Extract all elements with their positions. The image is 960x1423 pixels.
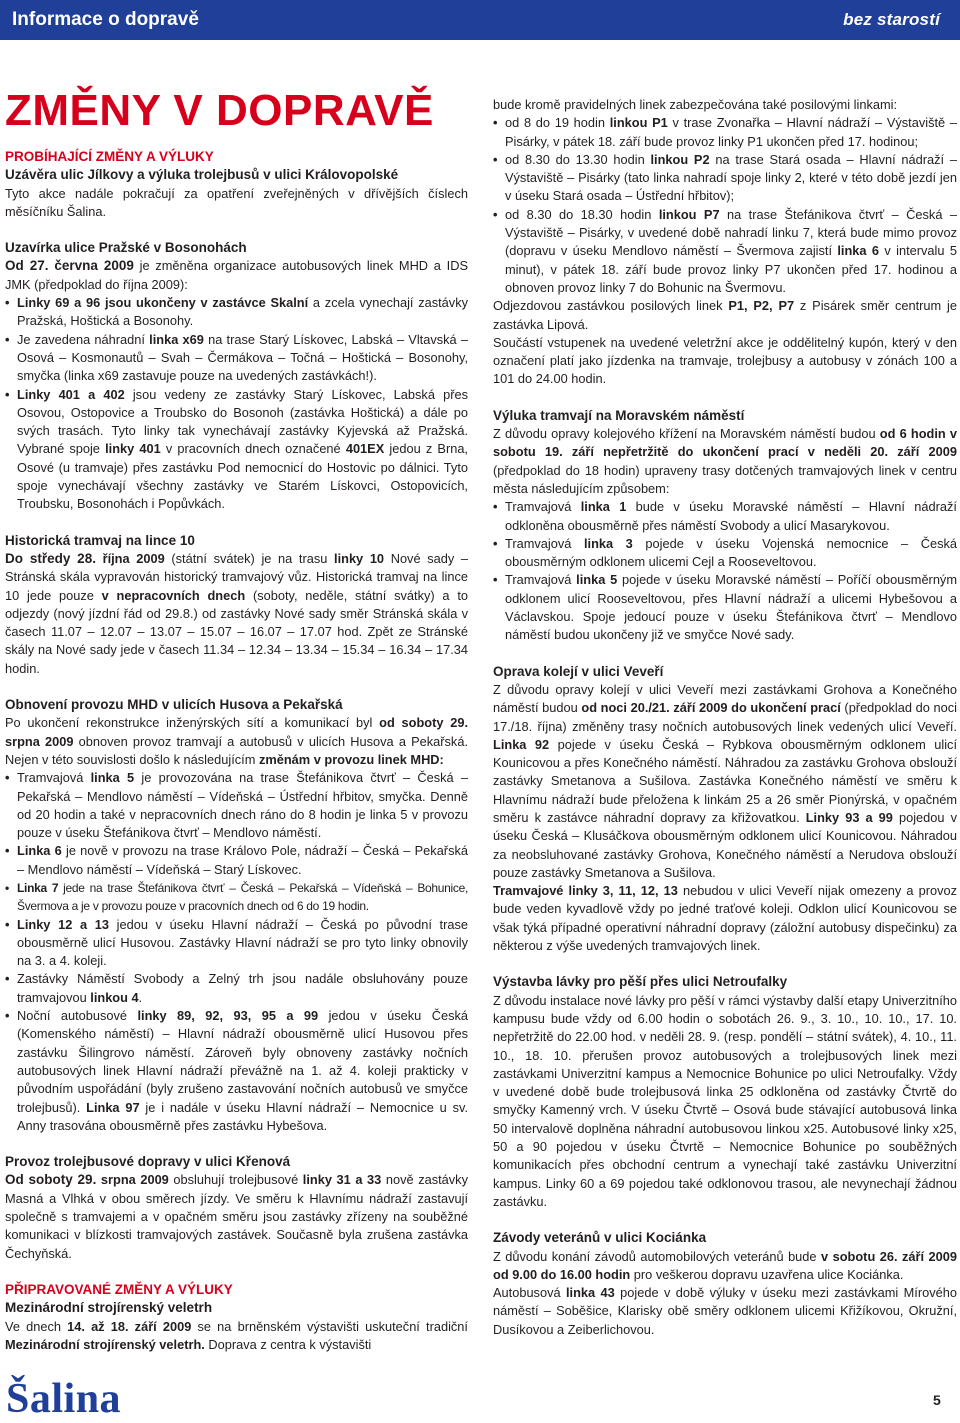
- paragraph-prazska: [5, 257, 468, 294]
- heading-kocianka: Závody veteránů v ulici Kociánka: [493, 1230, 707, 1246]
- strong-text: Mezinárodní strojírenský veletrh.: [5, 1336, 205, 1352]
- strong-text: změnám v provozu linek MHD:: [258, 751, 444, 767]
- list-item: [5, 970, 468, 1007]
- text-run: jede na trase Štefánikova čtvrť – Česká – Pekařská – Vídeňská – Bohunice, Švermova a je v provozu pouze v pracovních dnech od 6 do 19 hodin.: [17, 880, 469, 914]
- strong-text: linky 10: [334, 550, 385, 566]
- left-column: [5, 88, 468, 1354]
- strong-text: srpna 2009: [96, 1172, 169, 1188]
- list-husova: [5, 769, 468, 1135]
- text-run: jedou z Brna, Osové (u tramvaje) přes zastávku Pod nemocnicí do Hostovic po dálnici. Tyto spoje vynechávají všechny zastávky ve Starém Lískovci, Ostopovicích, Troubsku, Bosonohách i Popůvkách.: [17, 441, 468, 512]
- text-run: v trase Zvonařka – Hlavní nádraží – Výstaviště – Pisárky, v pátek 18. září bude provoz linky P1 ukončen před 17. hodinou;: [505, 115, 957, 149]
- text-run: pojede v úseku Moravské náměstí – Poříčí obousměrným odklonem ulicí Rooseveltovou, přes Hlavní nádraží a ulicemi Hybešovou a Václavskou. Spoje jedoucí pouze v úseku Štefánikova čtvrť – Mendlovo náměstí budou ukončeny již ve smyčce Nové sady.: [505, 572, 957, 643]
- page-number: 5: [933, 1392, 941, 1408]
- text-run: jedou v úseku Hlavní nádraží – Česká po původní trase obousměrně ulicí Husovou. Zastávky Hlavní nádraží se pro tyto linky obnovily na 3. a 4. koleji.: [17, 916, 468, 969]
- strong-text: P1, P2, P7: [728, 298, 795, 314]
- paragraph-historic-tram: [5, 550, 468, 678]
- list-item: [5, 386, 468, 514]
- text-run: Tramvajová: [505, 572, 577, 588]
- text-run: z Pisárek směr centrum je zastávka Lipová.: [493, 298, 957, 332]
- heading-jilkova: Uzávěra ulic Jílkovy a výluka trolejbusů v ulici Královopolské: [5, 167, 399, 183]
- list-item: [5, 294, 468, 331]
- text-run: Nové sady – Stránská skála vypravován historický tramvajový vůz. Historická tramvaj na lince 10 jede pouze: [5, 550, 468, 603]
- strong-text: linkou P1: [609, 115, 668, 131]
- text-run: v intervalu 5 minut), v pátek 18. září bude provoz linky P7 ukončen před 17. hodinou a obnoven provoz linky 7 do Bohunic na Švermovu.: [505, 243, 957, 295]
- strong-text: Linky 401 a 402: [17, 386, 125, 402]
- strong-text: Linky 93 a 99: [805, 809, 893, 825]
- text-run: je nově v provozu na trase Královo Pole, nádraží – Česká – Pekařská – Mendlovo náměstí – Vídeňská – Starý Lískovec.: [17, 843, 468, 877]
- paragraph-netroufalky: Z důvodu instalace nové lávky pro pěší v rámci výstavby další etapy Univerzitního kampusu bude vždy od 6.00 hodin o sobotách 26. 9., 3. 10., 10. 10., 17. 10. nepřetržitě do 22.00 hod. v neděli 28. 9. (resp. pondělí – státní svátek), 4. 10., 11. 10., 18. 10. přerušen provoz autobusových a trolejbusových linek mezi zastávkami Univerzitní kampus a Nemocnice Bohunice po ulici Netroufalky. Vždy v uvedené době bude trolejbusová linka 25 odkloněna od zastávky Čtvrtě do smyčky Kamenný vrch. V úseku Čtvrtě – Osová bude stávající autobusová linka 50 intervalově doplněna náhradní autobusovou linkou x25. Autobusové linky x25, 50 a 90 pojedou v úseku Čtvrtě – Nemocnice Bohunice po souběžných komunikacích přes obchodní centrum a vynechají také zastávku Univerzitní kampus. Linky 60 a 69 pojedou také odklonovou trasou, ale nevynechají žádnou zastávku.: [493, 992, 957, 1209]
- text-run: Z důvodu opravy kolejového křížení na Moravském náměstí budou: [493, 426, 880, 442]
- text-run: (soboty, neděle, státní svátky) a to odjezdy (nový jízdní řád od 29.8.) od zastávky Nové sady směr Stránská skála v časech 11.07 – 12.07 – 13.07 – 15.07 – 16.07 – 17.07 hod. Zpět ze Stránské skály na Nové sady jede v časech 11.34 – 12.34 – 13.34 – 15.34 – 16.34 – 17.34 hodin.: [5, 587, 468, 676]
- strong-text: linka 1: [580, 499, 627, 515]
- strong-text: Linka 7: [17, 880, 59, 895]
- list-item: [493, 535, 957, 572]
- heading-krenova: Provoz trolejbusové dopravy v ulici Křenová: [5, 1154, 291, 1170]
- strong-text: linkou P2: [650, 151, 710, 167]
- paragraph-kocianka: [493, 1248, 957, 1285]
- paragraph-veletrh: [5, 1318, 468, 1355]
- paragraph-husova: [5, 714, 468, 769]
- text-run: od 8.30 do 13.30 hodin: [505, 151, 651, 167]
- paragraph-kupon: Součástí vstupenek na uvedené veletržní akce je oddělitelný kupón, který v den označení platí jako jízdenka na tramvaje, trolejbusy a autobusy v zónách 100 a 101 do 24.00 hodin.: [493, 334, 957, 387]
- list-item: [493, 498, 957, 535]
- text-run: (předpoklad do 18 hodin) upraveny trasy dotčených tramvajových linek v centru města následujícím způsobem:: [493, 462, 957, 496]
- text-run: Je zavedena náhradní: [17, 331, 150, 347]
- text-run: obnoven provoz tramvají a autobusů v ulicích Husova a Pekařská. Nejen v této souvislosti došlo k následujícím: [5, 733, 468, 767]
- text-run: Z důvodu opravy kolejí v ulici Veveří mezi zastávkami Grohova a Konečného náměstí budou: [493, 681, 957, 716]
- list-item: [5, 879, 468, 916]
- paragraph-krenova: [5, 1171, 468, 1262]
- text-run: Zastávky Náměstí Svobody a Zelný trh jsou nadále obsluhovány pouze tramvajovou: [17, 971, 468, 1005]
- strong-text: linkou P7: [658, 206, 720, 222]
- strong-text: linka 6: [837, 243, 880, 259]
- paragraph-jilkova: Tyto akce nadále pokračují za opatření zveřejněných v dřívějších číslech měsíčníku Šalina.: [5, 185, 468, 219]
- text-run: .: [138, 989, 143, 1005]
- text-run: a zcela vynechají zastávky Pražská, Hoštická a Bosonohy.: [17, 295, 468, 329]
- text-run: Tramvajová: [505, 499, 581, 515]
- salina-logo: Šalina: [6, 1376, 122, 1422]
- heading-prazska: Uzavírka ulice Pražské v Bosonohách: [5, 240, 247, 256]
- text-run: (předpoklad do noci 17./18. října) změněny trasy nočních autobusových linek vedených ulicí Veveří.: [493, 700, 957, 734]
- heading-veletrh: Mezinárodní strojírenský veletrh: [5, 1300, 213, 1316]
- text-run: pojedou v úseku Česká – Klusáčkova obousměrným odklonem ulicí Kounicovou. Náhradou za neobsluhované zastávky Grohova, Konečného náměstí a Nerudova obslouží pouze zastávky Smetanova a Sušilova.: [493, 809, 957, 880]
- strong-text: října 2009: [95, 550, 165, 566]
- text-run: je provozována na trase Štefánikova čtvrť – Česká – Pekařská – Mendlovo náměstí – Vídeňská – Ústřední hřbitov, smyčka. Denně od 20 hodin a také v nepracovních dnech ráno do 8 hodin je linka 5 v provozu pouze v úseku Štefánikova čtvrť – Mendlovo náměstí.: [17, 770, 468, 841]
- text-run: pojede v úseku Vojenská nemocnice – Česká obousměrným odklonem ulicemi Cejl a Rooseveltovou.: [505, 535, 957, 570]
- date-strong: Od 27. června 2009: [5, 258, 134, 274]
- strong-text: linky 401: [105, 441, 161, 457]
- strong-text: linky 31 a 33: [302, 1172, 382, 1188]
- strong-text: linky 89, 92, 93, 95 a 99: [137, 1008, 319, 1024]
- strong-text: Tramvajové linky 3, 11, 12, 13: [493, 883, 678, 899]
- strong-text: od 6 hodin v sobotu 19. září nepřetržitě do ukončení prací v neděli 20. září 2009: [493, 426, 957, 460]
- page-title: ZMĚNY V DOPRAVĚ: [5, 86, 434, 135]
- text-run: Tramvajová: [505, 535, 584, 551]
- text-run: je změněna organizace autobusových linek MHD a IDS JMK (předpoklad do října 2009):: [5, 258, 468, 292]
- paragraph-veveri-tram: [493, 882, 957, 955]
- list-item: [5, 331, 468, 386]
- text-run: od 8 do 19 hodin: [505, 115, 610, 131]
- strong-text: Linka 92: [493, 736, 550, 752]
- text-run: jsou vedeny ze zastávky Starý Lískovec, Labská přes Osovou, Ostopovice a Troubsko do Bosonoh (zastávka Hoštická) a dále po svých trasách. Tyto linky tak vynechávají zastávky Kyjevská až Pražská. Vybrané spoje: [17, 386, 468, 457]
- strong-text: linka 3: [583, 535, 633, 551]
- text-run: pro veškerou dopravu uzavřena ulice Kociánka.: [630, 1266, 904, 1282]
- text-run: jedou v úseku Česká (Komenského náměstí) – Hlavní nádraží obousměrně ulicí Husovou přes zastávku Šilingrovo náměstí. Zároveň byly obnoveny zastávky nočních autobusových linek Hlavní nádraží převážně na 1. až 4. koleji prakticky v původním uspořádání (byly zrušeno zastavování nočních autobusů ve smyčce trolejbusů).: [17, 1008, 468, 1115]
- list-item: [493, 206, 957, 297]
- strong-text: Linky 69 a 96 jsou ukončeny v zastávce Skalní: [17, 295, 309, 311]
- heading-husova: Obnovení provozu MHD v ulicích Husova a Pekařská: [5, 697, 343, 713]
- list-item: [5, 1007, 468, 1135]
- strong-text: linka 43: [565, 1285, 615, 1301]
- text-run: Po ukončení rekonstrukce inženýrských sítí a komunikací byl: [5, 715, 380, 731]
- text-run: bude v úseku Moravské náměstí – Hlavní nádraží odkloněna obousměrně přes náměstí Svobody a ulicí Masarykovou.: [505, 499, 957, 533]
- bez-starosti-logo: bez starostí: [843, 10, 940, 29]
- text-run: Odjezdovou zastávkou posilových linek: [493, 298, 729, 314]
- header-bar: [0, 0, 960, 40]
- strong-text: Linka 6: [17, 843, 62, 859]
- strong-text: Linka 97: [86, 1099, 140, 1115]
- text-run: (státní svátek) je na trasu: [164, 550, 335, 566]
- list-item: [5, 842, 468, 879]
- text-run: Autobusová: [493, 1285, 566, 1301]
- strong-text: od soboty 29. srpna 2009: [5, 715, 469, 749]
- text-run: pojede v úseku Česká – Rybkova obousměrným odklonem ulicí Kounicovou a přes Konečného náměstí. Náhradou za zastávku Grohova obslouží zastávky Smetanova a Sušilova. Zastávka Konečného náměstí ve směru k Hlavnímu nádraží bude přeložena k linkám 25 a 26 směr Pionýrská, v opačném směru k zastávce náhradní dopravy za křižovatkou.: [493, 736, 957, 825]
- text-run: se na brněnském výstavišti uskuteční tradiční: [191, 1318, 468, 1334]
- strong-text: Od soboty 29.: [5, 1172, 97, 1188]
- section-label-planned: PŘIPRAVOVANÉ ZMĚNY A VÝLUKY: [5, 1281, 233, 1297]
- strong-text: linkou 4: [90, 989, 139, 1005]
- text-run: Noční autobusové: [17, 1008, 138, 1024]
- strong-text: v sobotu 26. září 2009 od 9.00 do 16.00 hodin: [493, 1248, 957, 1282]
- text-run: Z důvodu konání závodů automobilových veteránů bude: [493, 1248, 822, 1264]
- strong-text: 14. až 18. září 2009: [67, 1318, 192, 1334]
- strong-text: v nepracovních dnech: [101, 587, 246, 603]
- text-run: je i nadále v úseku Hlavní nádraží – Nemocnice u sv. Anny trasována obousměrně přes zastávku Hybešova.: [17, 1099, 468, 1133]
- list-posilove-linky: [493, 114, 957, 297]
- paragraph-moravske-namesti: [493, 425, 957, 498]
- list-item: [5, 916, 468, 971]
- paragraph-veveri: [493, 681, 957, 882]
- heading-netroufalky: Výstavba lávky pro pěší přes ulici Netroufalky: [493, 974, 788, 990]
- list-item: [5, 769, 468, 842]
- strong-text: linka 5: [576, 572, 618, 588]
- paragraph-linka-43: [493, 1284, 957, 1339]
- text-run: nově zastávky Masná a Vlhká v obou směrech jízdy. Ve směru k Hlavnímu nádraží zastavují společně s tramvajemi a v opačném směru jsou zastávky zřízeny na souběžné komunikaci v blízkosti tramvajových zastávek. Současně byla zrušena zastávka Čechyňská.: [5, 1172, 468, 1261]
- section-label-ongoing: PROBÍHAJÍCÍ ZMĚNY A VÝLUKY: [5, 149, 214, 164]
- list-item: [493, 114, 957, 151]
- text-run: Tramvajová: [17, 770, 91, 786]
- paragraph-posilove-linky: bude kromě pravidelných linek zabezpečována také posilovými linkami:: [493, 97, 898, 112]
- text-run: obsluhují trolejbusové: [168, 1172, 303, 1188]
- list-item: [493, 571, 957, 644]
- text-run: nebudou v ulici Veveří nijak omezeny a provoz bude veden kyvadlově vždy po jedné traťové koleji. Odklon ulicí Kounicovou se však týká případné operativní náhradní dopravy (záložní autobusy dispečinku) za některou z výše uvedených tramvajových linek.: [493, 883, 957, 954]
- text-run: Ve dnech: [5, 1318, 68, 1334]
- text-run: na trase Štefánikova čtvrť – Česká – Výstaviště – Pisárky, v uvedené době nahradí linku 7, která bude mimo provoz (dopravu v úseku Mendlovo náměstí – Švermova zajistí: [505, 206, 957, 259]
- text-run: pojede v době výluky v úseku mezi zastávkami Mírového náměstí – Soběšice, Klarisky obě směry odklonem ulicemi Křižíkovou, Okružní, Dusíkovou a Zeiberlichovou.: [493, 1285, 957, 1337]
- list-item: [493, 151, 957, 206]
- strong-text: Do středy 28.: [5, 550, 96, 566]
- text-run: od 8.30 do 18.30 hodin: [505, 206, 659, 222]
- strong-text: Linky 12 a 13: [17, 916, 109, 932]
- heading-historic-tram: Historická tramvaj na lince 10: [5, 532, 195, 548]
- heading-veveri: Oprava kolejí v ulici Veveří: [493, 663, 664, 679]
- strong-text: 401EX: [345, 441, 385, 457]
- section-header-title: Informace o dopravě: [12, 9, 199, 30]
- list-moravske-namesti: [493, 498, 957, 644]
- list-prazska: [5, 294, 468, 514]
- strong-text: linka 5: [90, 770, 135, 786]
- right-column: [493, 96, 957, 1339]
- strong-text: od noci 20./21. září 2009 do ukončení prací: [581, 700, 841, 716]
- heading-moravske-namesti: Výluka tramvají na Moravském náměstí: [493, 407, 745, 423]
- text-run: Doprava z centra k výstavišti: [204, 1336, 372, 1352]
- strong-text: linka x69: [149, 331, 204, 347]
- text-run: na trase Stará osada – Hlavní nádraží – Výstaviště – Pisárky (tato linka nahradí spoje linky 2, které v této době jezdí jen v úseku Stará osada – Ústřední hřbitov);: [505, 151, 957, 204]
- text-run: na trase Starý Lískovec, Labská – Vltavská – Osová – Kosmonautů – Svah – Čermákova – Točná – Hoštická – Bosonohy, smyčka (linka x69 zastavuje pouze na uvedených zastávkách!).: [17, 331, 468, 384]
- text-run: v pracovních dnech označené: [160, 441, 346, 457]
- paragraph-odjezdova-zastavka: [493, 297, 957, 334]
